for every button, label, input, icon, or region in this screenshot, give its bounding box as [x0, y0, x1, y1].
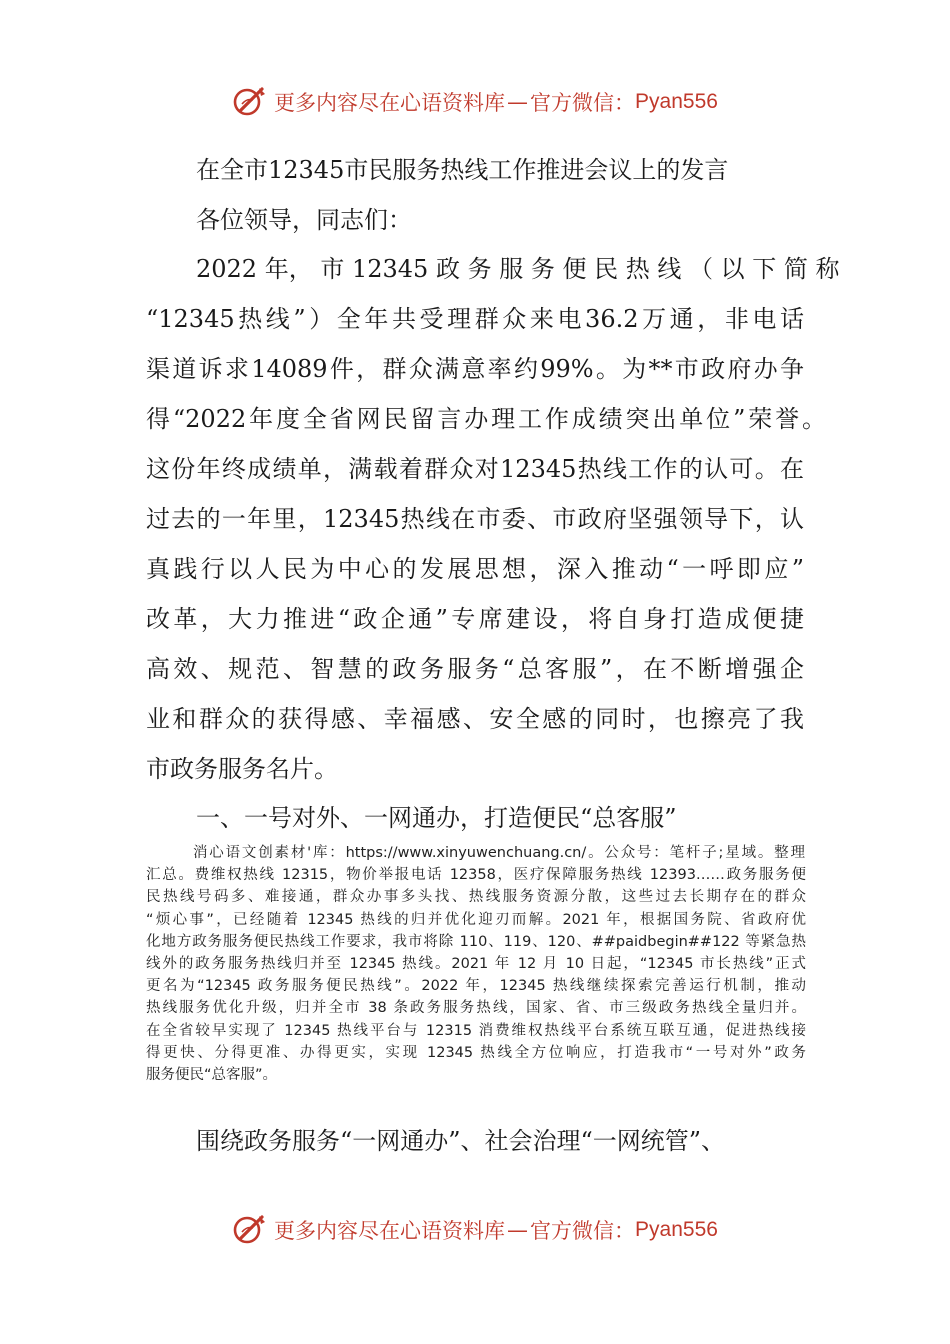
small-text-line: 热线服务优化升级，归并全市 38 条政务服务热线，国家、省、市三级政务热线全量归并。 — [146, 1000, 806, 1016]
small-text-line: 民热线号码多、难接通，群众办事多头找、热线服务资源分散，这些过去长期存在的群众 — [146, 889, 806, 905]
header-banner — [0, 82, 950, 122]
document-title: 在全市12345市民服务热线工作推进会议上的发言 — [196, 156, 729, 184]
paragraph-line: 改革，大力推进“政企通”专席建设，将自身打造成便捷 — [146, 605, 804, 633]
section-heading: 一、一号对外、一网通办，打造便民“总客服” — [196, 804, 677, 832]
paragraph-line: 围绕政务服务“一网通办”、社会治理“一网统管”、 — [196, 1127, 726, 1155]
pen-logo-icon — [232, 84, 268, 120]
banner-wechat-label: 官方微信： — [530, 91, 636, 115]
paragraph-line: 2022 年， 市 12345 政 务 服 务 便 民 热 线 （ 以 下 简 称 — [196, 255, 840, 283]
banner-account: Pyan556 — [635, 90, 718, 113]
small-text-line: 汇总。费维权热线 12315，物价举报电话 12358，医疗保障服务热线 12393……政务服务便 — [146, 867, 806, 883]
pen-logo-icon — [232, 1212, 268, 1248]
small-text-line: “烦心事”，已经随着 12345 热线的归并优化迎刃而解。2021 年，根据国务院、省政府优 — [146, 912, 806, 928]
paragraph-line: 过去的一年里，12345热线在市委、市政府坚强领导下，认 — [146, 505, 804, 533]
paragraph-line: 真践行以人民为中心的发展思想，深入推动“一呼即应” — [146, 555, 804, 583]
banner-account: Pyan556 — [635, 1218, 718, 1241]
small-text-line: 在全省较早实现了 12345 热线平台与 12315 消费维权热线平台系统互联互通，促进热线接 — [146, 1023, 806, 1039]
paragraph-line: 市政务服务名片。 — [146, 755, 338, 783]
small-text-line: 线外的政务服务热线归并至 12345 热线。2021 年 12 月 10 日起，“12345 市长热线”正式 — [146, 956, 806, 972]
paragraph-line: 这份年终成绩单，满载着群众对12345热线工作的认可。在 — [146, 455, 804, 483]
small-text-line: 服务便民“总客服”。 — [146, 1067, 278, 1083]
paragraph-line: 渠道诉求14089件，群众满意率约99%。为**市政府办争 — [146, 355, 804, 383]
salutation: 各位领导，同志们： — [196, 206, 412, 234]
paragraph-line: 得“2022年度全省网民留言办理工作成绩突出单位”荣誉。 — [146, 405, 826, 433]
banner-separator: — — [507, 1218, 529, 1242]
small-text-line: 消心语文创素材'库：https://www.xinyuwenchuang.cn/。公众号：笔杆子;星域。整理 — [193, 845, 805, 861]
banner-text: 更多内容尽在心语资料库 — [274, 1219, 506, 1243]
paragraph-line: 高效、规范、智慧的政务服务“总客服”，在不断增强企 — [146, 655, 804, 683]
small-text-line: 得更快、分得更准、办得更实，实现 12345 热线全方位响应，打造我市“一号对外”政务 — [146, 1045, 806, 1061]
paragraph-line: 业和群众的获得感、幸福感、安全感的同时，也擦亮了我 — [146, 705, 804, 733]
small-text-line: 更名为“12345 政务服务便民热线”。2022 年，12345 热线继续探索完善运行机制，推动 — [146, 978, 806, 994]
banner-separator: — — [507, 90, 529, 114]
footer-banner — [0, 1210, 950, 1250]
banner-text: 更多内容尽在心语资料库 — [274, 91, 506, 115]
small-text-line: 化地方政务服务便民热线工作要求，我市将除 110、119、120、##paidbegin##122 等紧急热 — [146, 934, 806, 950]
paragraph-line: “12345热线”）全年共受理群众来电36.2万通，非电话 — [146, 305, 804, 333]
banner-wechat-label: 官方微信： — [530, 1219, 636, 1243]
